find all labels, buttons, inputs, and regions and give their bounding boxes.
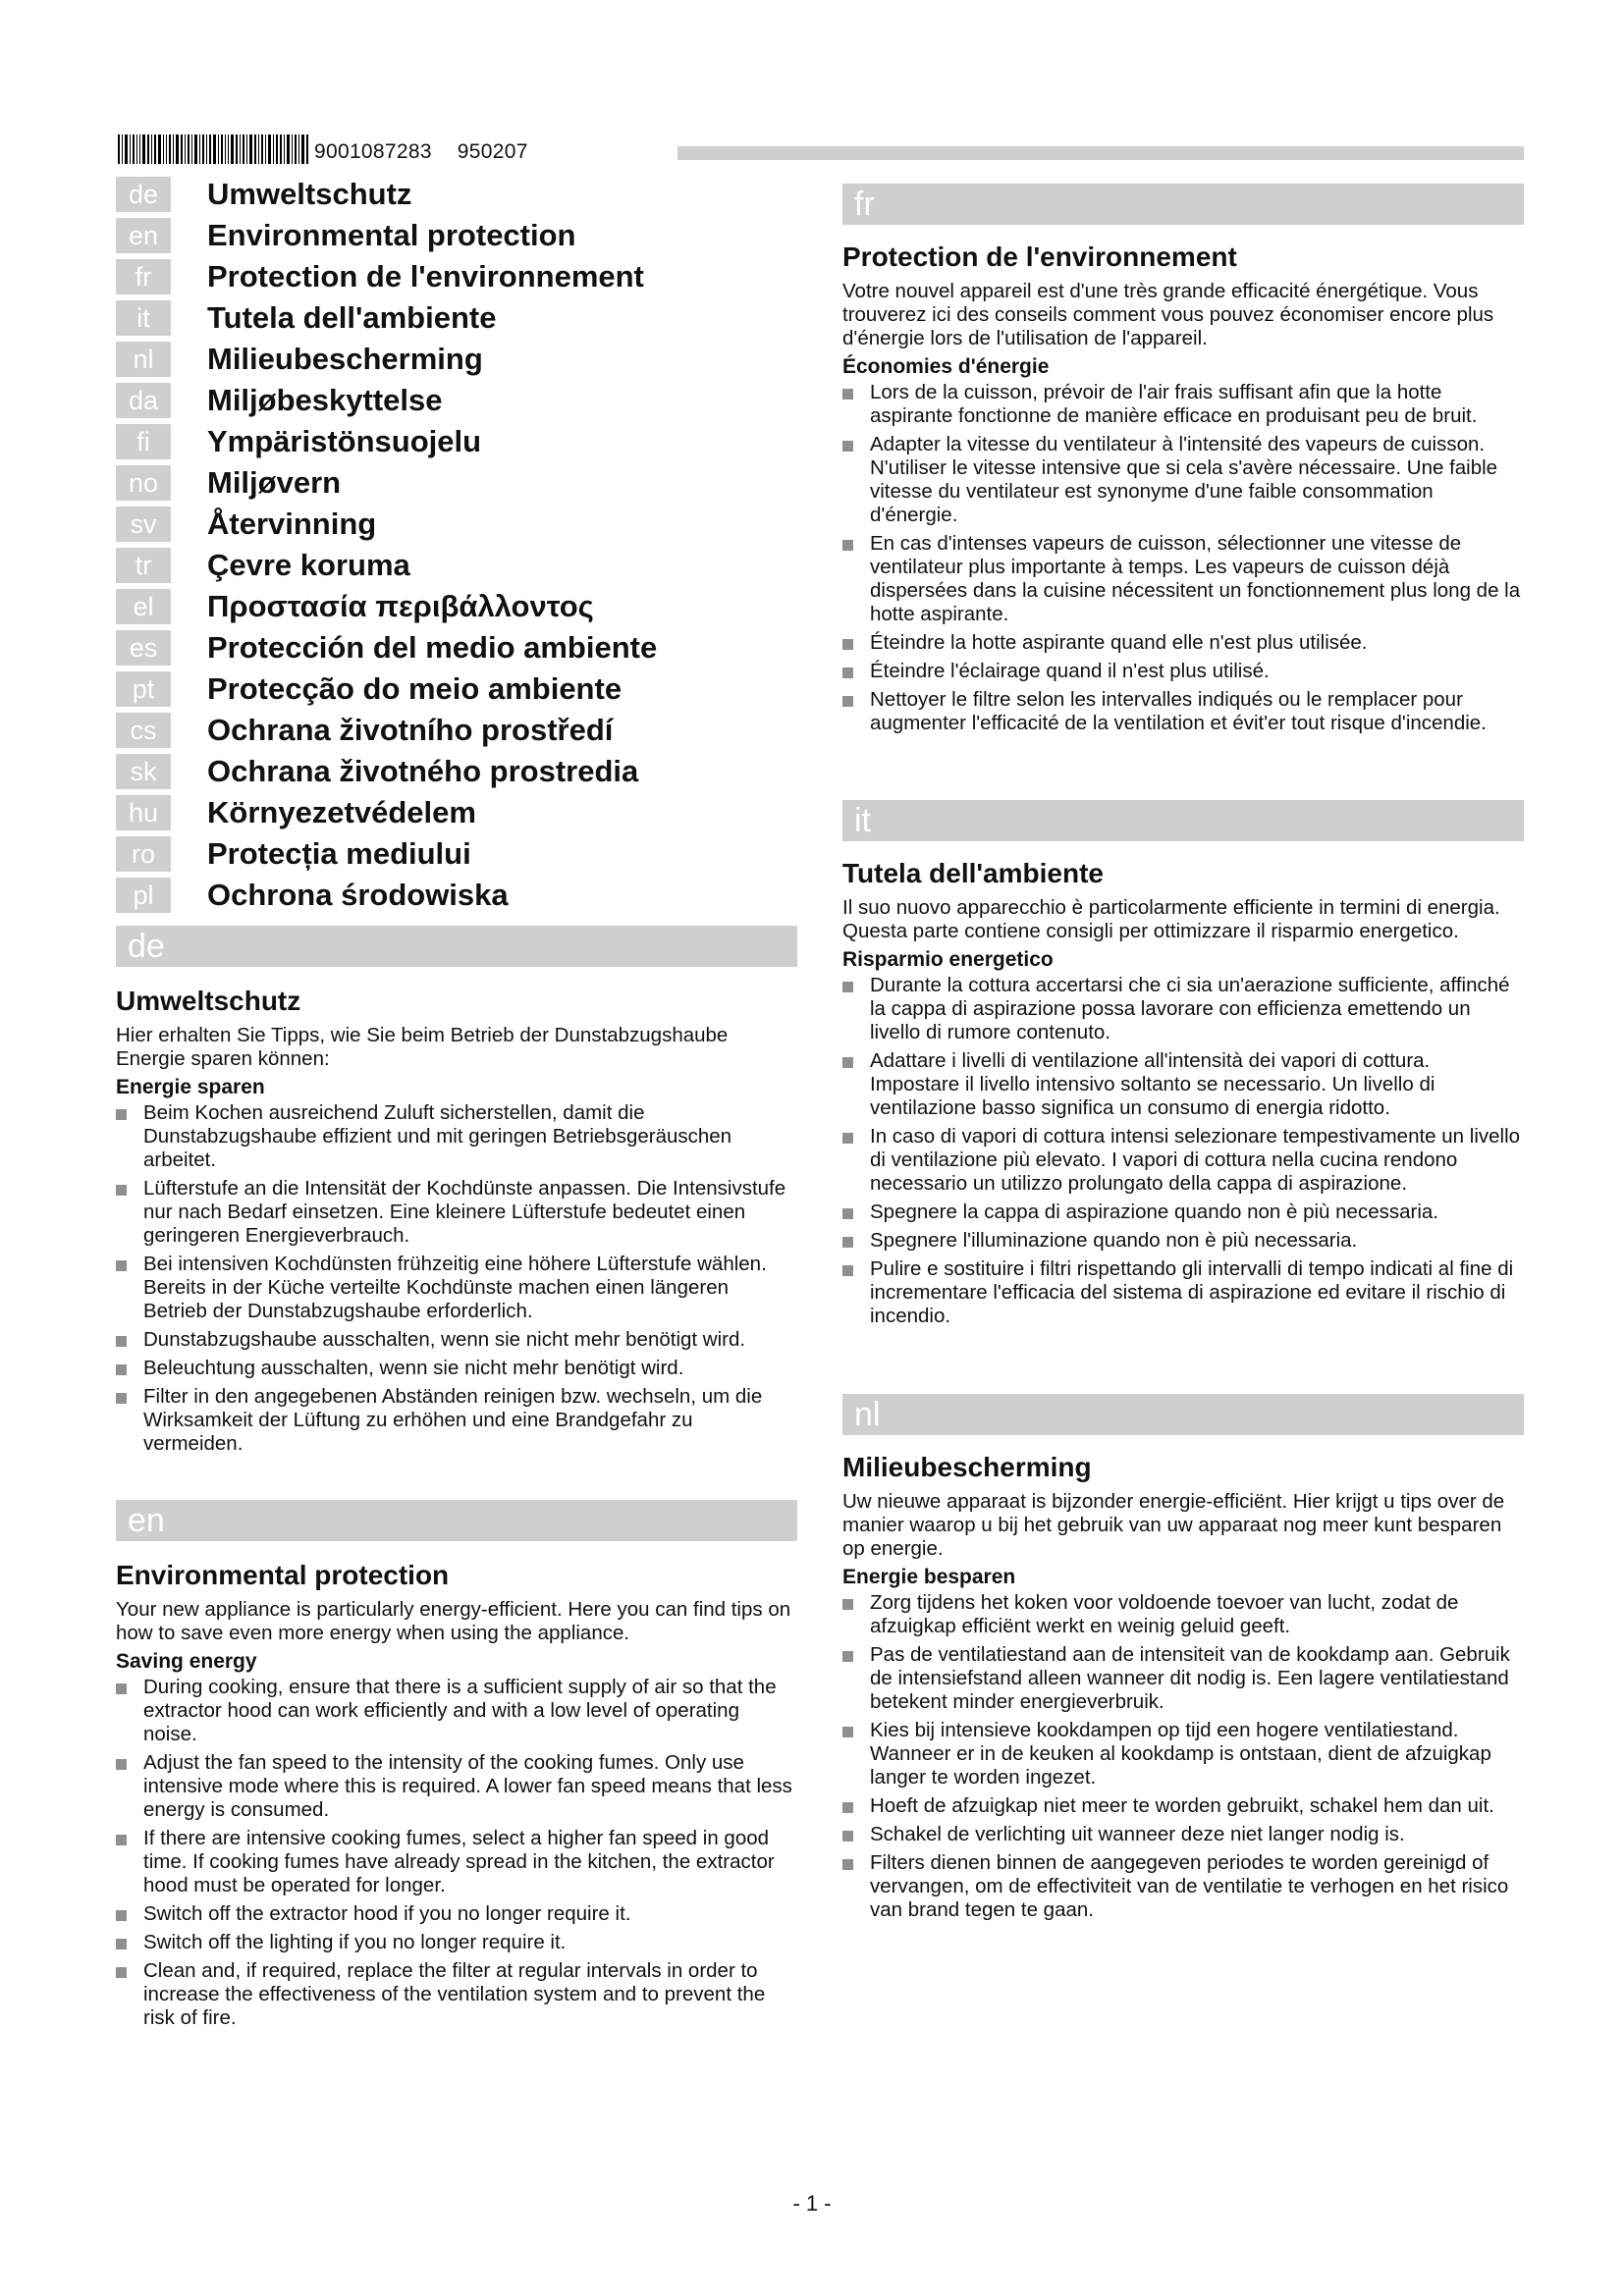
section-title: Protection de l'environnement: [842, 241, 1237, 272]
section-de: [116, 985, 797, 1461]
language-code-badge: tr: [116, 548, 171, 583]
language-row-fr: [116, 259, 803, 300]
tips-list: [842, 1591, 1524, 1922]
tips-list: [842, 381, 1524, 735]
language-code-badge: de: [116, 177, 171, 212]
section-subtitle: Energie besparen: [842, 1566, 1016, 1588]
section-bar-it: it: [842, 800, 1524, 841]
barcode-bars: [118, 134, 310, 164]
language-code-badge: es: [116, 630, 171, 666]
language-title: Protection de l'environnement: [207, 259, 644, 294]
list-item: Nettoyer le filtre selon les intervalles indiqués ou le remplacer pour augmenter l'efficacité de la ventilation et évit'er tout risque d'incendie.: [842, 688, 1524, 735]
language-row-it: [116, 300, 803, 342]
language-code-badge: en: [116, 218, 171, 253]
section-nl: [842, 1451, 1524, 1927]
list-item: Beleuchtung ausschalten, wenn sie nicht mehr benötigt wird.: [116, 1357, 797, 1380]
language-code-badge: nl: [116, 342, 171, 377]
list-item: Lors de la cuisson, prévoir de l'air frais suffisant afin que la hotte aspirante fonctionne de manière efficace en produisant peu de bruit.: [842, 381, 1524, 428]
language-row-pl: [116, 878, 803, 919]
list-item: In caso di vapori di cottura intensi selezionare tempestivamente un livello di ventilazione più elevato. I vapori di cottura nella cucina rendono necessario un utilizzo prolungato della cappa di aspirazione.: [842, 1125, 1524, 1196]
section-intro: Il suo nuovo apparecchio è particolarmente efficiente in termini di energia. Questa parte contiene consigli per ottimizzare il risparmio energetico.: [842, 896, 1500, 942]
language-title: Ympäristönsuojelu: [207, 424, 482, 458]
section-it: [842, 857, 1524, 1333]
language-code-badge: sk: [116, 754, 171, 789]
list-item: Kies bij intensieve kookdampen op tijd een hogere ventilatiestand. Wanneer er in de keuken al kookdamp is ontstaan, dient de afzuigkap langer te worden ingezet.: [842, 1719, 1524, 1789]
language-row-da: [116, 383, 803, 424]
list-item: Durante la cottura accertarsi che ci sia un'aerazione sufficiente, affinché la cappa di aspirazione possa lavorare con efficienza emettendo un livello di rumore contenuto.: [842, 974, 1524, 1044]
language-code-badge: fr: [116, 259, 171, 294]
section-bar-fr: fr: [842, 184, 1524, 225]
language-row-sk: [116, 754, 803, 795]
language-code-badge: ro: [116, 836, 171, 872]
language-title: Protección del medio ambiente: [207, 630, 658, 665]
language-title: Tutela dell'ambiente: [207, 300, 497, 335]
language-title: Environmental protection: [207, 218, 576, 252]
language-row-sv: [116, 507, 803, 548]
section-subtitle: Saving energy: [116, 1650, 257, 1673]
language-row-en: [116, 218, 803, 259]
language-title: Környezetvédelem: [207, 795, 476, 829]
language-code-badge: fi: [116, 424, 171, 459]
list-item: Clean and, if required, replace the filter at regular intervals in order to increase the effectiveness of the ventilation system and to prevent the risk of fire.: [116, 1959, 797, 2030]
list-item: If there are intensive cooking fumes, select a higher fan speed in good time. If cooking fumes have already spread in the kitchen, the extractor hood must be operated for longer.: [116, 1827, 797, 1897]
language-title: Ochrona środowiska: [207, 878, 509, 912]
list-item: Éteindre l'éclairage quand il n'est plus utilisé.: [842, 660, 1524, 683]
language-title: Ochrana životního prostředí: [207, 713, 614, 747]
list-item: Adapter la vitesse du ventilateur à l'intensité des vapeurs de cuisson. N'utiliser le vitesse intensive que si cela s'avère nécessaire. Une faible vitesse du ventilateur est synonyme d'une faible consommation d'énergie.: [842, 433, 1524, 527]
list-item: Pas de ventilatiestand aan de intensiteit van de kookdamp aan. Gebruik de intensiefstand alleen wanneer dit nodig is. Een lagere ventilatiestand betekent minder energieverbruik.: [842, 1643, 1524, 1714]
language-code-badge: hu: [116, 795, 171, 830]
language-code-badge: el: [116, 589, 171, 624]
list-item: During cooking, ensure that there is a sufficient supply of air so that the extractor hood can work efficiently and with a low level of operating noise.: [116, 1676, 797, 1746]
list-item: Bei intensiven Kochdünsten frühzeitig eine höhere Lüfterstufe wählen. Bereits in der Küche verteilte Kochdünste machen einen längeren Betrieb der Dunstabzugshaube erforderlich.: [116, 1253, 797, 1323]
list-item: Éteindre la hotte aspirante quand elle n'est plus utilisée.: [842, 631, 1524, 655]
language-title: Miljøvern: [207, 465, 342, 500]
list-item: Schakel de verlichting uit wanneer deze niet langer nodig is.: [842, 1823, 1524, 1846]
language-row-nl: [116, 342, 803, 383]
list-item: Adattare i livelli di ventilazione all'intensità dei vapori di cottura. Impostare il livello intensivo soltanto se necessario. Un livello di ventilazione basso significa un consumo di energia ridotto.: [842, 1049, 1524, 1120]
language-title: Προστασία περιβάλλοντος: [207, 589, 594, 623]
language-code-badge: it: [116, 300, 171, 336]
language-row-fi: [116, 424, 803, 465]
language-code-badge: pt: [116, 671, 171, 707]
language-row-pt: [116, 671, 803, 713]
list-item: Hoeft de afzuigkap niet meer te worden gebruikt, schakel hem dan uit.: [842, 1794, 1524, 1818]
language-title: Çevre koruma: [207, 548, 410, 582]
language-row-no: [116, 465, 803, 507]
language-title: Miljøbeskyttelse: [207, 383, 443, 417]
section-subtitle: Économies d'énergie: [842, 355, 1050, 378]
list-item: Dunstabzugshaube ausschalten, wenn sie nicht mehr benötigt wird.: [116, 1328, 797, 1352]
tips-list: [116, 1101, 797, 1456]
section-intro: Votre nouvel appareil est d'une très grande efficacité énergétique. Vous trouverez ici des conseils comment vous pouvez économiser encore plus d'énergie lors de l'utilisation de l'appareil.: [842, 280, 1494, 349]
barcode-text: [314, 141, 528, 164]
language-row-tr: [116, 548, 803, 589]
list-item: Zorg tijdens het koken voor voldoende toevoer van lucht, zodat de afzuigkap efficiënt werkt en weinig geluid geeft.: [842, 1591, 1524, 1638]
language-code-badge: no: [116, 465, 171, 501]
list-item: Spegnere l'illuminazione quando non è più necessaria.: [842, 1229, 1524, 1253]
language-code-badge: sv: [116, 507, 171, 542]
language-code-badge: pl: [116, 878, 171, 913]
list-item: Adjust the fan speed to the intensity of the cooking fumes. Only use intensive mode where this is required. A lower fan speed means that less energy is consumed.: [116, 1751, 797, 1822]
language-title: Återvinning: [207, 507, 377, 541]
document-code: 950207: [457, 140, 528, 163]
section-en: [116, 1559, 797, 2035]
language-title: Protecção do meio ambiente: [207, 671, 623, 706]
tips-list: [116, 1676, 797, 2030]
list-item: En cas d'intenses vapeurs de cuisson, sélectionner une vitesse de ventilateur plus importante à temps. Les vapeurs de cuisson déjà dispersées dans la cuisine nécessitent un fonctionnement plus long de la hotte aspirante.: [842, 532, 1524, 626]
language-row-hu: [116, 795, 803, 836]
section-fr: [842, 240, 1524, 740]
language-row-ro: [116, 836, 803, 878]
section-bar-nl: nl: [842, 1394, 1524, 1435]
section-title: Milieubescherming: [842, 1452, 1092, 1482]
list-item: Pulire e sostituire i filtri rispettando gli intervalli di tempo indicati al fine di incrementare l'efficacia del sistema di aspirazione ed evitare il rischio di incendio.: [842, 1257, 1524, 1328]
barcode-number: 9001087283: [314, 140, 432, 163]
language-index: [116, 177, 803, 919]
section-bar-de: de: [116, 926, 797, 967]
language-title: Umweltschutz: [207, 177, 412, 211]
list-item: Filter in den angegebenen Abständen reinigen bzw. wechseln, um die Wirksamkeit der Lüftung zu erhöhen und eine Brandgefahr zu vermeiden.: [116, 1385, 797, 1456]
list-item: Filters dienen binnen de aangegeven periodes te worden gereinigd of vervangen, om de effectiviteit van de ventilatie te verhogen en het risico van brand tegen te gaan.: [842, 1851, 1524, 1922]
section-subtitle: Risparmio energetico: [842, 948, 1054, 971]
language-title: Ochrana životného prostredia: [207, 754, 639, 788]
list-item: Lüfterstufe an die Intensität der Kochdünste anpassen. Die Intensivstufe nur nach Bedarf einsetzen. Eine kleinere Lüfterstufe bedeutet einen geringeren Energieverbrauch.: [116, 1177, 797, 1248]
tips-list: [842, 974, 1524, 1328]
section-intro: Your new appliance is particularly energy-efficient. Here you can find tips on how to save even more energy when using the appliance.: [116, 1598, 791, 1644]
language-code-badge: da: [116, 383, 171, 418]
language-row-el: [116, 589, 803, 630]
list-item: Spegnere la cappa di aspirazione quando non è più necessaria.: [842, 1201, 1524, 1224]
language-title: Protecția mediului: [207, 836, 471, 871]
section-title: Tutela dell'ambiente: [842, 858, 1104, 888]
page-number: - 1 -: [792, 2191, 832, 2216]
list-item: Switch off the lighting if you no longer require it.: [116, 1931, 797, 1954]
language-code-badge: cs: [116, 713, 171, 748]
barcode: [118, 134, 528, 164]
language-title: Milieubescherming: [207, 342, 483, 376]
section-intro: Uw nieuwe apparaat is bijzonder energie-efficiënt. Hier krijgt u tips over de manier waarop u bij het gebruik van uw apparaat nog meer kunt besparen op energie.: [842, 1490, 1505, 1560]
list-item: Beim Kochen ausreichend Zuluft sicherstellen, damit die Dunstabzugshaube effizient und mit geringen Betriebsgeräuschen arbeitet.: [116, 1101, 797, 1172]
list-item: Switch off the extractor hood if you no longer require it.: [116, 1902, 797, 1926]
header-rule: [677, 146, 1524, 160]
language-row-de: [116, 177, 803, 218]
section-bar-en: en: [116, 1500, 797, 1541]
section-title: Umweltschutz: [116, 986, 301, 1016]
language-row-cs: [116, 713, 803, 754]
language-row-es: [116, 630, 803, 671]
section-intro: Hier erhalten Sie Tipps, wie Sie beim Betrieb der Dunstabzugshaube Energie sparen können:: [116, 1024, 729, 1070]
section-title: Environmental protection: [116, 1560, 450, 1590]
section-subtitle: Energie sparen: [116, 1076, 265, 1098]
